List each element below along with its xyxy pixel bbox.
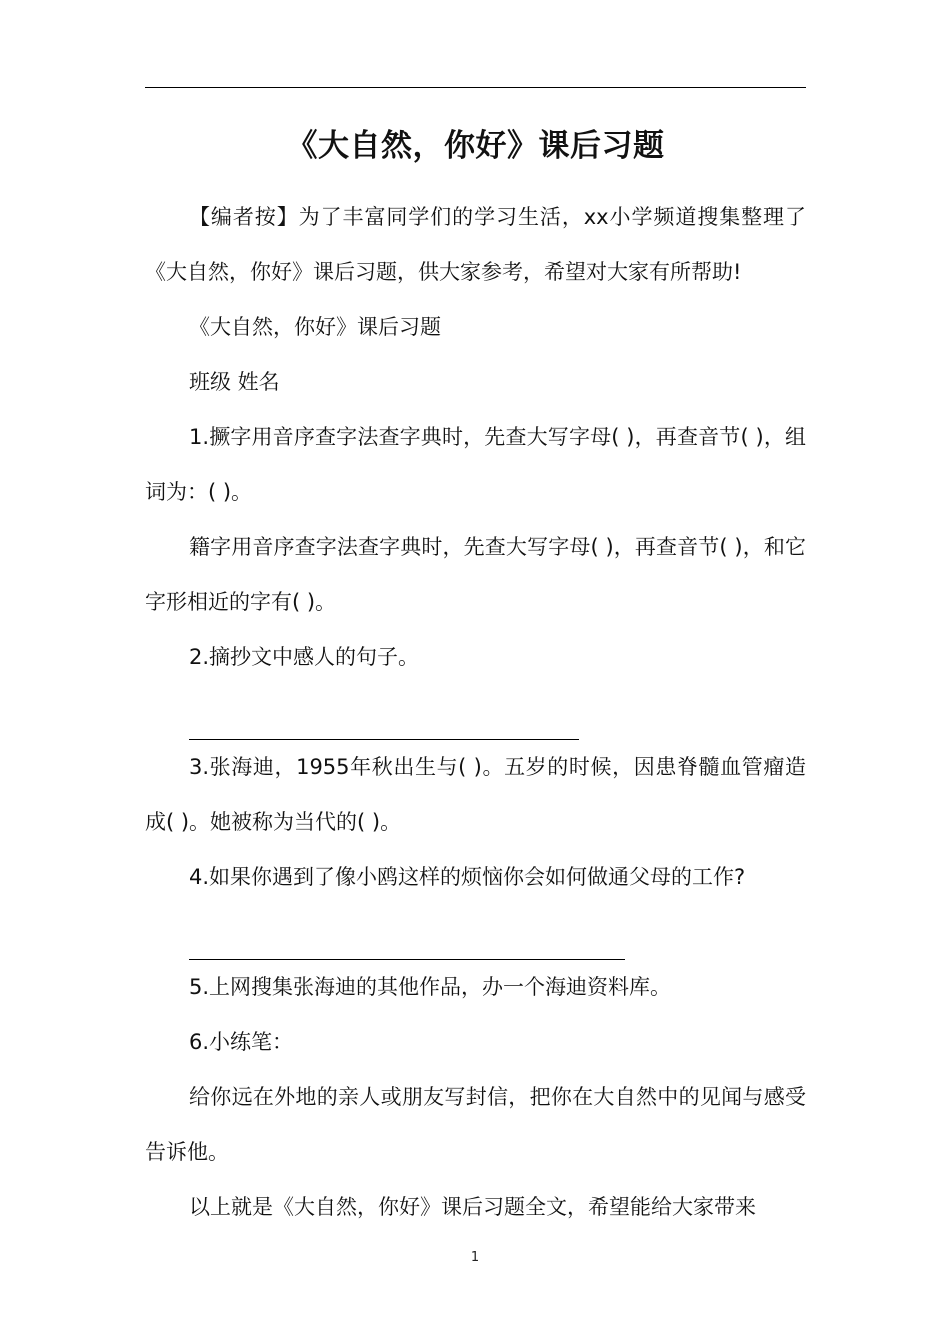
question-6-prompt: 给你远在外地的亲人或朋友写封信，把你在大自然中的见闻与感受告诉他。: [145, 1085, 806, 1164]
editor-note-paragraph: 【编者按】为了丰富同学们的学习生活，xx小学频道搜集整理了《大自然，你好》课后习题，供大家参考，希望对大家有所帮助!: [145, 205, 806, 284]
question-1b: 籍字用音序查字法查字典时，先查大写字母( )，再查音节( )，和它字形相近的字有( )。: [145, 535, 806, 614]
answer-line: [189, 709, 579, 740]
answer-blank-4: [145, 905, 806, 960]
document-title: 《大自然，你好》课后习题: [286, 128, 665, 164]
class-name-line: 班级 姓名: [189, 370, 280, 394]
page-number: 1: [470, 1250, 480, 1265]
question-5: 5.上网搜集张海迪的其他作品，办一个海迪资料库。: [189, 975, 672, 999]
question-3: 3.张海迪，1955年秋出生与( )。五岁的时候，因患脊髓血管瘤造成( )。她被称为当代的( )。: [145, 755, 806, 834]
document-body: [145, 190, 806, 1235]
answer-line: [189, 929, 625, 960]
question-1a: 1.撅字用音序查字法查字典时，先查大写字母( )，再查音节( )，组词为：( )。: [145, 425, 806, 504]
answer-blank-2: [145, 685, 806, 740]
header-rule: [145, 87, 806, 88]
closing-paragraph: 以上就是《大自然，你好》课后习题全文，希望能给大家带来: [189, 1195, 756, 1219]
question-2: 2.摘抄文中感人的句子。: [189, 645, 420, 669]
question-6: 6.小练笔：: [189, 1030, 294, 1054]
subtitle-paragraph: 《大自然，你好》课后习题: [189, 315, 441, 339]
question-4: 4.如果你遇到了像小鸥这样的烦恼你会如何做通父母的工作?: [189, 865, 746, 889]
